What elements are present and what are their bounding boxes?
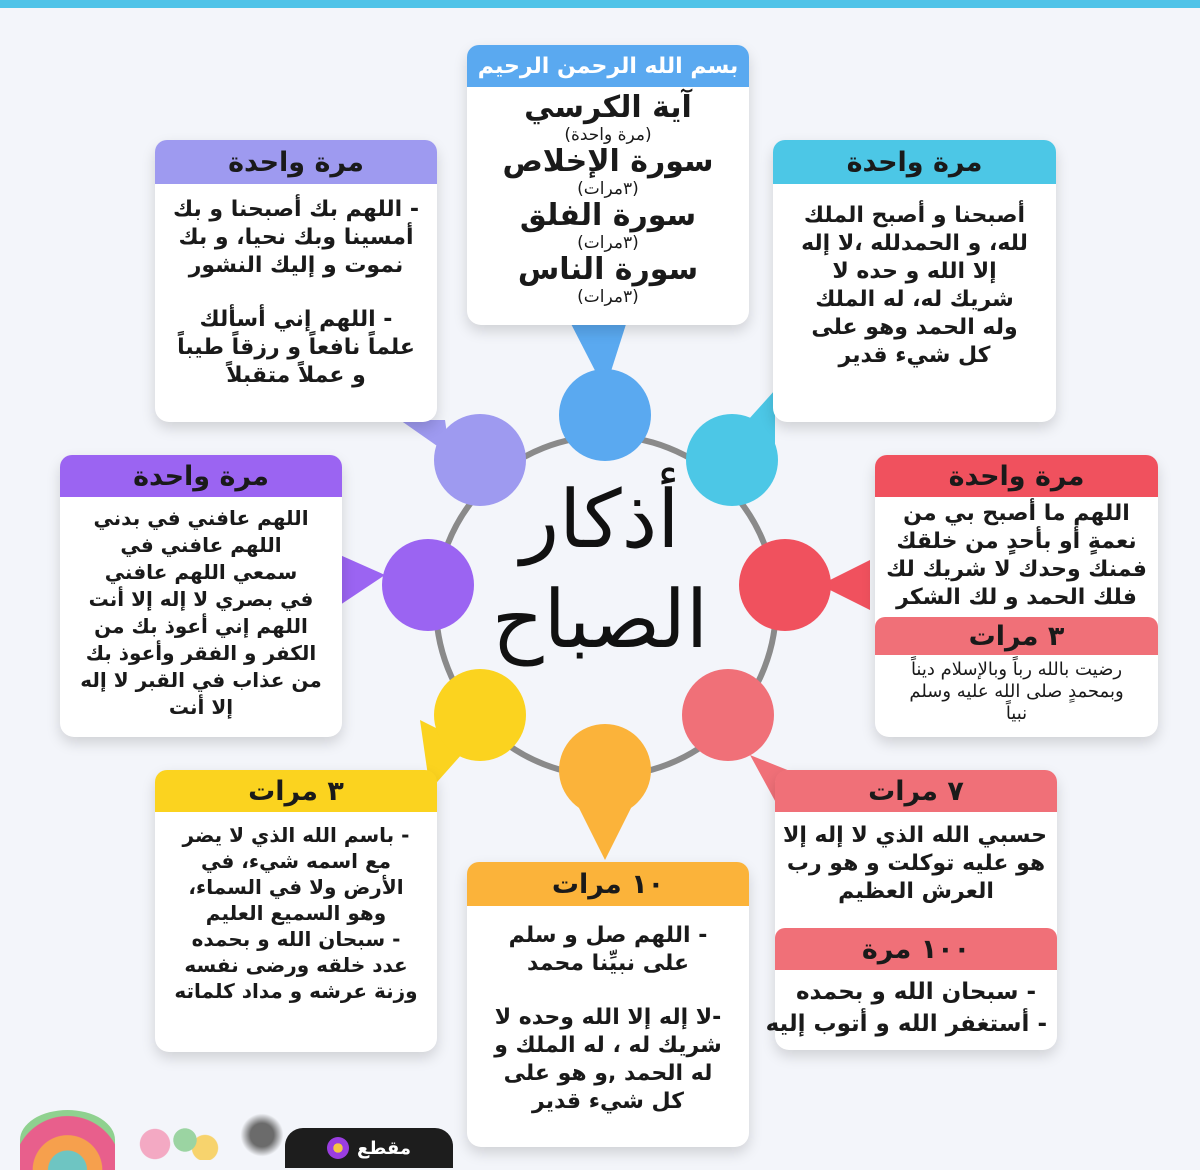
right-mid-card-header-2: ٣ مرات — [875, 617, 1158, 655]
splash-logo — [232, 1110, 292, 1160]
right-mid-card-body-2 — [885, 659, 1148, 725]
center-title-line2: الصباح — [491, 573, 709, 666]
text-line: هو عليه توكلت و هو رب — [786, 851, 1046, 876]
pointer-left-mid — [340, 555, 385, 605]
text-line: - اللهم إني أسألك — [199, 307, 393, 332]
text-line: - أستغفر الله و أتوب إليه — [765, 1011, 1047, 1037]
right-mid-card — [875, 455, 1158, 737]
right-bottom-card-header: ٧ مرات — [775, 770, 1057, 812]
text-line: فمنك وحدك لا شريك لك — [886, 557, 1147, 582]
text-line: شريك له، له الملك — [815, 287, 1014, 312]
text-line: في بصري لا إله إلا أنت — [88, 587, 314, 611]
text-line: من عذاب في القبر لا إله — [80, 668, 322, 692]
node-right-mid — [739, 539, 831, 631]
left-mid-card-body — [70, 505, 332, 721]
node-left-mid — [382, 539, 474, 631]
text-line: وبمحمدٍ صلى الله عليه وسلم — [909, 681, 1124, 702]
center-title-line1: أذكار — [520, 473, 680, 566]
text-line: فلك الحمد و لك الشكر — [896, 585, 1137, 610]
text-line: الأرض ولا في السماء، — [188, 875, 404, 899]
left-bottom-card — [155, 770, 437, 1052]
text-line: إلا أنت — [168, 695, 234, 719]
text-line: نعمةٍ أو بأحدٍ من خلقك — [896, 529, 1137, 554]
text-line: علماً نافعاً و رزقاً طيباً — [177, 335, 415, 360]
text-line: على نبيِّنا محمد — [527, 951, 689, 976]
surah-count: (مرة واحدة) — [564, 125, 652, 145]
center-title — [470, 470, 730, 700]
text-line: شريك له ، له الملك و — [494, 1033, 722, 1058]
left-top-card-header: مرة واحدة — [155, 140, 437, 184]
text-line: - سبحان الله و بحمده — [191, 927, 401, 951]
spacer — [165, 280, 427, 306]
right-top-card-header: مرة واحدة — [773, 140, 1056, 184]
text-line: اللهم ما أصبح بي من — [903, 501, 1130, 526]
top-card-header: بسم الله الرحمن الرحيم — [467, 45, 749, 87]
surah-name: آية الكرسي — [524, 90, 692, 125]
surah-name: سورة الإخلاص — [502, 144, 714, 179]
text-line: اللهم إني أعوذ بك من — [94, 614, 308, 638]
text-line: وهو السميع العليم — [205, 901, 387, 925]
text-line: وله الحمد وهو على — [811, 315, 1018, 340]
top-card-body — [477, 91, 739, 307]
node-top — [559, 369, 651, 461]
text-line: حسبي الله الذي لا إله إلا — [782, 823, 1047, 848]
text-line: اللهم عافني في بدني — [93, 506, 309, 530]
right-bottom-card-body-2 — [765, 976, 1047, 1040]
text-line: إلا الله و حده لا — [832, 259, 997, 284]
right-mid-card-header: مرة واحدة — [875, 455, 1158, 497]
text-line: اللهم عافني في — [120, 533, 282, 557]
surah-name: سورة الفلق — [519, 198, 697, 233]
left-mid-card — [60, 455, 342, 737]
right-bottom-card — [765, 770, 1057, 1050]
text-line: مع اسمه شيء، في — [200, 849, 392, 873]
left-bottom-card-header: ٣ مرات — [155, 770, 437, 812]
text-line: سمعي اللهم عافني — [104, 560, 298, 584]
left-mid-card-header: مرة واحدة — [60, 455, 342, 497]
text-line: نبياً — [1005, 703, 1028, 724]
node-bottom — [559, 724, 651, 816]
surah-count: (٣مرات) — [577, 287, 639, 307]
text-line: - سبحان الله و بحمده — [795, 979, 1037, 1005]
top-card — [467, 45, 749, 325]
left-top-card-body — [165, 196, 427, 390]
spacer — [477, 978, 739, 1004]
badge-icon — [327, 1137, 349, 1159]
text-line: أصبحنا و أصبح الملك — [803, 203, 1026, 228]
surah-count: (٣مرات) — [577, 233, 639, 253]
right-mid-card-body-1 — [885, 500, 1148, 612]
text-line: و عملاً متقبلاً — [226, 363, 366, 388]
text-line: - اللهم صل و سلم — [508, 923, 708, 948]
text-line: عدد خلقه ورضى نفسه — [184, 953, 408, 977]
bottom-card — [467, 862, 749, 1147]
text-line: أمسينا وبك نحيا، و بك — [178, 225, 414, 250]
text-line: نموت و إليك النشور — [188, 253, 404, 278]
text-line: العرش العظيم — [838, 879, 994, 904]
circular-logo — [20, 1110, 115, 1170]
text-line: - باسم الله الذي لا يضر — [182, 823, 410, 847]
channel-badge-text: مقطع — [357, 1137, 411, 1159]
text-line: وزنة عرشه و مداد كلماته — [174, 979, 418, 1003]
text-line: لله، و الحمدلله ،لا إله — [801, 231, 1028, 256]
text-line: رضيت بالله رباً وبالإسلام ديناً — [910, 659, 1123, 680]
left-bottom-card-body — [165, 822, 427, 1004]
right-bottom-card-body-1 — [782, 822, 1047, 906]
text-line: -لا إله إلا الله وحده لا — [494, 1005, 722, 1030]
right-top-card-body — [783, 202, 1046, 370]
right-bottom-card-header-2: ١٠٠ مرة — [775, 928, 1057, 970]
text-line: له الحمد ,و هو على — [503, 1061, 713, 1086]
bottom-card-body — [477, 922, 739, 1116]
surah-count: (٣مرات) — [577, 179, 639, 199]
right-top-card — [773, 140, 1056, 422]
surah-name: سورة الناس — [517, 252, 699, 287]
text-line: - اللهم بك أصبحنا و بك — [172, 197, 420, 222]
bottom-card-header: ١٠ مرات — [467, 862, 749, 906]
channel-badge — [285, 1128, 453, 1168]
text-line: كل شيء قدير — [838, 343, 991, 368]
text-line: الكفر و الفقر وأعوذ بك — [85, 641, 317, 665]
text-line: كل شيء قدير — [532, 1089, 684, 1114]
left-top-card — [155, 140, 437, 422]
flower-logo — [125, 1120, 225, 1160]
